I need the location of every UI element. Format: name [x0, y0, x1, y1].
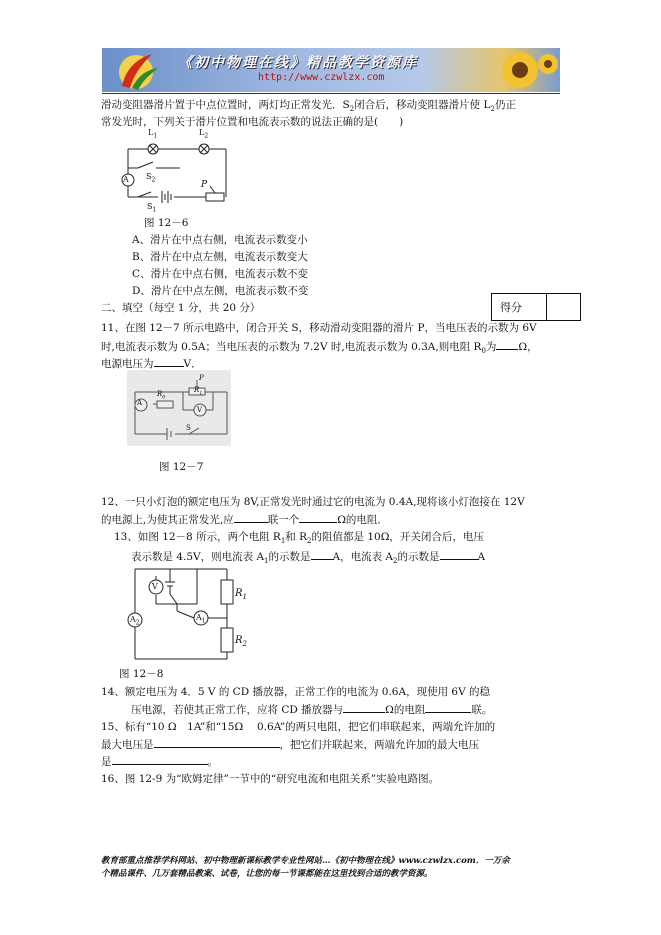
fig6-label-l1: $L_1$ [148, 128, 158, 140]
header-divider [102, 93, 560, 94]
fig7-label-r0: $R_0$ [157, 390, 166, 401]
option-a: A、滑片在中点右侧，电流表示数变小 [132, 234, 308, 246]
q11-line-2: 时,电流表示数为 0.5A；当电压表的示数为 7.2V 时,电流表示数为 0.3A,则电阻 $R_0$为 Ω， [101, 338, 538, 359]
fig6-label-l2: $L_2$ [199, 128, 209, 140]
q15-blank-parallel[interactable] [112, 753, 208, 765]
fig6-label-s2: $S_2$ [146, 172, 156, 184]
fig8-label-r2: $R_2$ [235, 635, 247, 648]
q13-blank-a2[interactable] [440, 548, 478, 560]
fig7-label-v: V [197, 406, 203, 414]
q12-line-1: 12、一只小灯泡的额定电压为 8V,正常发光时通过它的电流为 0.4A,现将该小灯泡接在 12V [101, 496, 525, 508]
figure-12-7-drawing [127, 370, 231, 446]
q15-line-2: 最大电压是 ，把它们并联起来，两端允许加的最大电压 [101, 736, 479, 753]
option-c: C、滑片在中点右侧，电流表示数不变 [132, 268, 309, 280]
q15-line-1: 15、标有“10 Ω 1A”和“15Ω 0.6A”的两只电阻，把它们串联起来，两端允许加的 [101, 721, 496, 733]
footer-line-1: 教育部重点推荐学科网站、初中物理新课标教学专业性网站…《初中物理在线》www.czwlzx.com．一万余 [101, 856, 510, 866]
q14-blank-resistance[interactable] [343, 701, 385, 713]
fig7-label-r1: $R_1$ [194, 386, 203, 397]
logo-icon [108, 48, 166, 92]
q13-blank-a1[interactable] [311, 548, 333, 560]
q11-line-3: 电源电压为 V． [101, 355, 202, 372]
q12-blank-connection[interactable] [234, 511, 268, 523]
q16-line-1: 16、图 12-9 为“欧姆定律”一节中的“研究电流和电阻关系”实验电路图。 [101, 773, 440, 785]
q14-line-2: 压电源，若使其正常工作，应将 CD 播放器与 Ω的电阻 联。 [131, 701, 492, 718]
footer-line-2: 个精品课件、几万套精品教案、试卷，让您的每一节课都能在这里找到合适的教学资源。 [101, 869, 433, 879]
fig8-label-a2: $A_2$ [130, 615, 140, 627]
fig6-caption: 图 12－6 [144, 217, 189, 229]
intro-line-2: 常发光时，下列关于滑片位置和电流表示数的说法正确的是( ) [101, 116, 404, 128]
fig7-caption: 图 12－7 [159, 461, 204, 473]
section-2-title: 二、填空（每空 1 分，共 20 分） [101, 302, 261, 314]
option-b: B、滑片在中点左侧，电流表示数变大 [132, 251, 308, 263]
intro-line-1: 滑动变阻器滑片置于中点位置时，两灯均正常发光．$S_2$闭合后，移动变阻器滑片使 $L_2$仍正 [101, 99, 516, 114]
q11-line-1: 11、在图 12－7 所示电路中，闭合开关 S，移动滑动变阻器的滑片 P，当电压表的示数为 6V [101, 322, 537, 334]
q12-blank-resistance[interactable] [299, 511, 337, 523]
fig6-label-p: P [201, 180, 208, 190]
q13-line-1: 13、如图 12－8 所示，两个电阻 $R_1$和 $R_2$的阻值都是 10Ω，开关闭合后，电压 [114, 531, 484, 546]
fig6-label-s1: $S_1$ [147, 202, 157, 214]
fig8-label-r1: $R_1$ [235, 588, 247, 601]
fig7-label-s: S [186, 424, 191, 432]
fig8-caption: 图 12－8 [119, 668, 164, 680]
q13-line-2: 表示数是 4.5V，则电流表 $A_1$的示数是 A，电流表 $A_2$的示数是 A [131, 548, 485, 569]
q11-blank-voltage[interactable] [154, 355, 184, 367]
sunflower-icon [490, 48, 560, 92]
q11-blank-r0[interactable] [496, 338, 518, 350]
fig6-label-a: A [123, 175, 129, 184]
figure-12-6-circuit [118, 132, 228, 212]
fig8-label-v: V [152, 582, 158, 591]
q15-line-3: 是 。 [101, 753, 218, 770]
banner-url[interactable]: http://www.czwlzx.com [258, 72, 385, 83]
option-d: D、滑片在中点左侧，电流表示数不变 [132, 285, 309, 297]
q14-line-1: 14、额定电压为 4．5 V 的 CD 播放器，正常工作的电流为 0.6A，现使用 6V 的稳 [101, 686, 491, 698]
q14-blank-connection[interactable] [425, 701, 471, 713]
fig7-label-p: P [199, 374, 204, 382]
fig7-label-a: A [137, 399, 143, 407]
score-box [491, 293, 581, 321]
banner-title: 《初中物理在线》精品教学资源库 [178, 55, 418, 71]
q15-blank-series[interactable] [154, 736, 280, 748]
q12-line-2: 的电源上,为使其正常发光,应 联一个 Ω的电阻． [101, 511, 388, 528]
score-divider [546, 294, 547, 320]
score-label: 得分 [500, 301, 522, 314]
fig8-label-a1: $A_1$ [196, 613, 206, 625]
